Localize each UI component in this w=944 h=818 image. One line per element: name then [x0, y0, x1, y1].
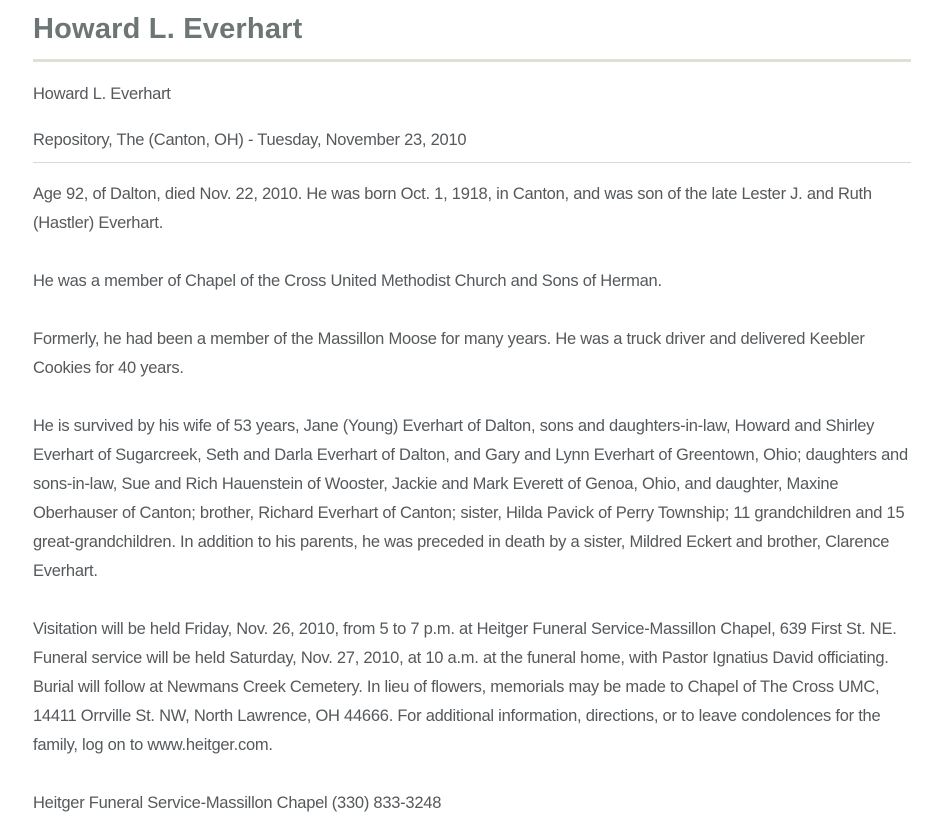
subject-name: Howard L. Everhart	[33, 85, 171, 103]
source-line: Repository, The (Canton, OH) - Tuesday, November 23, 2010	[33, 131, 467, 149]
obituary-paragraph: He was a member of Chapel of the Cross United Methodist Church and Sons of Herman.	[33, 272, 662, 290]
obituary-paragraph: Visitation will be held Friday, Nov. 26, 2010, from 5 to 7 p.m. at Heitger Funeral Service-Massillon Chapel, 639 First St. NE. Funeral service will be held Saturday, Nov. 27, 2010, at 10 a.m. at the funeral home, with Pastor Ignatius David officiating. Burial will follow at Newmans Creek Cemetery. In lieu of flowers, memorials may be made to Chapel of The Cross UMC, 14411 Orrville St. NW, North Lawrence, OH 44666. For additional information, directions, or to leave condolences for the family, log on to www.heitger.com.	[33, 620, 897, 754]
obituary-paragraph: He is survived by his wife of 53 years, Jane (Young) Everhart of Dalton, sons and daughters-in-law, Howard and Shirley Everhart of Sugarcreek, Seth and Darla Everhart of Dalton, and Gary and Lynn Everhart of Greentown, Ohio; daughters and sons-in-law, Sue and Rich Hauenstein of Wooster, Jackie and Mark Everett of Genoa, Ohio, and daughter, Maxine Oberhauser of Canton; brother, Richard Everhart of Canton; sister, Hilda Pavick of Perry Township; 11 grandchildren and 15 great-grandchildren. In addition to his parents, he was preceded in death by a sister, Mildred Eckert and brother, Clarence Everhart.	[33, 417, 908, 580]
title-divider	[33, 59, 911, 62]
page-title: Howard L. Everhart	[33, 13, 303, 45]
source-divider	[33, 162, 911, 163]
obituary-paragraph: Age 92, of Dalton, died Nov. 22, 2010. He was born Oct. 1, 1918, in Canton, and was son of the late Lester J. and Ruth (Hastler) Everhart.	[33, 185, 872, 232]
funeral-home-contact: Heitger Funeral Service-Massillon Chapel (330) 833-3248	[33, 794, 442, 812]
obituary-paragraph: Formerly, he had been a member of the Massillon Moose for many years. He was a truck driver and delivered Keebler Cookies for 40 years.	[33, 330, 865, 377]
